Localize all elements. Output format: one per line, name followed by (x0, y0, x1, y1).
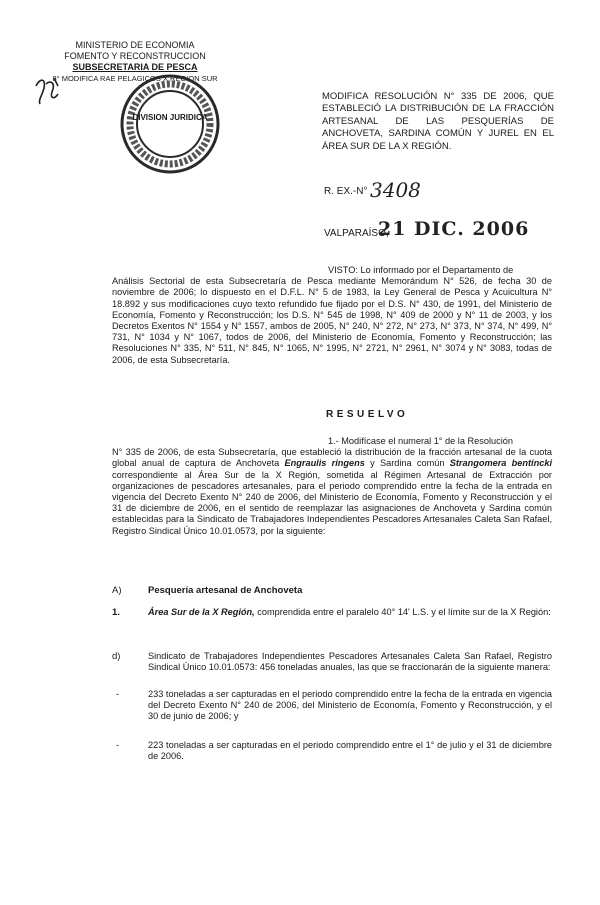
item-1-label: 1. (112, 607, 120, 618)
species-engraulis: Engraulis ringens (284, 458, 365, 469)
letterhead-file-ref: 8° MODIFICA RAE PELAGICOS X REGION SUR (52, 74, 218, 83)
bullet-marker: - (116, 740, 120, 751)
punto-1-text (112, 447, 552, 537)
section-a-title: Pesquería artesanal de Anchoveta (148, 585, 303, 596)
visto-text: Análisis Sectorial de esta Subsecretaría de Pesca mediante Memorándum N° 526, de fecha 30 de noviembre de 2006; lo dispuesto en el D.F.L. N° 5 de 1983, la Ley General de Pesca y Acuicultura N° 18.892 y sus modificaciones cuyo texto refundido fue fijado por el D.S. N° 430, de 1991, del Ministerio de Economía, Fomento y Reconstrucción; los D.S. N° 545 de 1998, N° 409 de 2000 y N° 11 de 2003, y los Decretos Exentos N° 1554 y N° 1557, ambos de 2005, N° 240, N° 272, N° 273, N° 373, N° 374, N° 499, N° 731, N° 1034 y N° 1067, todos de 2006, del Ministerio de Economía, Fomento y Reconstrucción; las Resoluciones N° 335, N° 511, N° 845, N° 1065, N° 1995, N° 2721, N° 2961, N° 3074 y N° 3083, todas de 2006, de esta Subsecretaría. (112, 276, 552, 365)
punto-1-part-c: correspondiente al Área Sur de la X Región, sometida al Régimen Artesanal de Extracción por organizaciones de pescadores artesanales, para el periodo comprendido entre la fecha de la entrada en vigencia del Decreto Exento N° 240 de 2006, del Ministerio de Economía, Fomento y Reconstrucción y el 31 de diciembre de 2006, en el sentido de reemplazar las asignaciones de Anchoveta y Sardina común establecidas para la Sindicato de Trabajadores Independientes Pescadores Artesanales Caleta San Rafael, Registro Sindical Único 10.01.0573, por la siguiente: (112, 469, 552, 536)
punto-1-lead: 1.- Modifícase el numeral 1° de la Resolución (328, 436, 513, 446)
bullet-marker: - (116, 689, 120, 700)
resolution-summary: MODIFICA RESOLUCIÓN N° 335 DE 2006, QUE ESTABLECIÓ LA DISTRIBUCIÓN DE LA FRACCIÓN ARTESANAL DE LAS PESQUERÍAS DE ANCHOVETA, SARDINA COMÚN Y JUREL EN EL ÁREA SUR DE LA X REGIÓN. (322, 91, 554, 152)
visto-lead: VISTO: Lo informado por el Departamento de (328, 265, 514, 275)
item-1-body: comprendida entre el paralelo 40° 14' L.S. y el límite sur de la X Región: (257, 607, 551, 617)
bullet-text: 223 toneladas a ser capturadas en el periodo comprendido entre el 1° de julio y el 31 de diciembre de 2006. (148, 740, 552, 762)
section-a-label: A) (112, 585, 122, 596)
item-1-title: Área Sur de la X Región, (148, 607, 255, 617)
punto-1-paragraph (112, 436, 552, 537)
species-strangomera: Strangomera bentincki (449, 458, 552, 469)
letterhead-subsecretaria: SUBSECRETARIA DE PESCA (72, 62, 198, 72)
item-d-label: d) (112, 651, 121, 662)
punto-1-part-b: y Sardina común (370, 458, 445, 469)
letterhead-ministry: MINISTERIO DE ECONOMIA (75, 40, 195, 50)
bullet-text: 233 toneladas a ser capturadas en el periodo comprendido entre la fecha de la entrada en vigencia del Decreto Exento N° 240 de 2006, del Ministerio de Economía, Fomento y Reconstrucción, y el 30 de junio de 2006; y (148, 689, 552, 722)
date-label: VALPARAÍSO, (324, 228, 389, 239)
letterhead-ministry-sub: FOMENTO Y RECONSTRUCCION (64, 51, 206, 61)
stamp-center-text: DIVISION JURIDICA (132, 113, 208, 122)
punto-1-part-a: N° 335 de 2006, de esta Subsecretaría, que estableció la distribución de la fracción artesanal de la cuota global anual de captura de Anchoveta (112, 447, 552, 469)
date-value: 21 DIC. 2006 (378, 218, 530, 240)
item-d-text: Sindicato de Trabajadores Independientes Pescadores Artesanales Caleta San Rafael, Registro Sindical Único 10.01.0573: 456 toneladas anuales, las que se fraccionarán de la siguiente manera: (148, 651, 552, 673)
initials-signature (32, 72, 72, 108)
rex-label: R. EX.-N° (324, 186, 368, 197)
item-1-text (148, 607, 552, 618)
visto-paragraph (112, 265, 552, 366)
division-juridica-stamp (118, 72, 222, 176)
resuelvo-heading: RESUELVO (326, 409, 409, 420)
rex-number: 3408 (370, 178, 421, 202)
